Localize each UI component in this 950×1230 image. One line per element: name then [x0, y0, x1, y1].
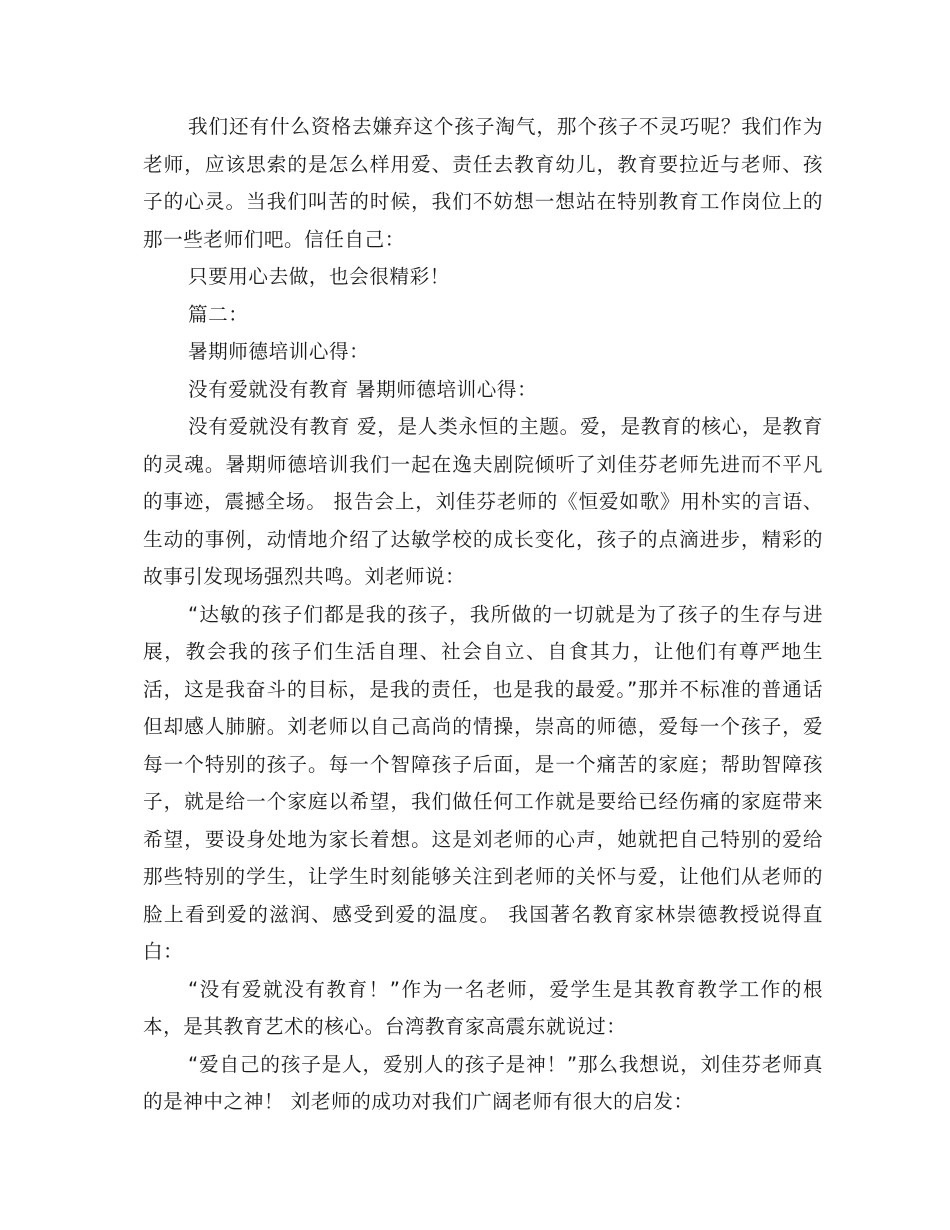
document-body	[143, 108, 823, 1121]
paragraph-1: 我们还有什么资格去嫌弃这个孩子淘气，那个孩子不灵巧呢？我们作为老师，应该思索的是怎么样用爱、责任去教育幼儿，教育要拉近与老师、孩子的心灵。当我们叫苦的时候，我们不妨想一想站在特别教育工作岗位上的那一些老师们吧。信任自己：	[143, 115, 823, 251]
paragraph-9: “爱自己的孩子是人，爱别人的孩子是神！”那么我想说，刘佳芬老师真的是神中之神！ 刘老师的成功对我们广阔老师有很大的启发：	[143, 1052, 823, 1113]
paragraph-3: 篇二：	[188, 302, 249, 326]
paragraph-4: 暑期师德培训心得：	[188, 340, 370, 363]
paragraph-7: “达敏的孩子们都是我的孩子，我所做的一切就是为了孩子的生存与进展，教会我的孩子们生活自理、社会自立、自食其力，让他们有尊严地生活，这是我奋斗的目标，是我的责任，也是我的最爱。”那并不标准的普通话但却感人肺腑。刘老师以自己高尚的情操，崇高的师德，爱每一个孩子，爱每一个特别的孩子。每一个智障孩子后面，是一个痛苦的家庭；帮助智障孩子，就是给一个家庭以希望，我们做任何工作就是要给已经伤痛的家庭带来希望，要设身处地为家长着想。这是刘老师的心声，她就把自己特别的爱给那些特别的学生，让学生时刻能够关注到老师的关怀与爱，让他们从老师的脸上看到爱的滋润、感受到爱的温度。 我国著名教育家林崇德教授说得直白：	[143, 602, 823, 963]
paragraph-5: 没有爱就没有教育 暑期师德培训心得：	[188, 377, 538, 401]
paragraph-6: 没有爱就没有教育 爱，是人类永恒的主题。爱，是教育的核心，是教育的灵魂。暑期师德培训我们一起在逸夫剧院倾听了刘佳芬老师先进而不平凡的事迹，震撼全场。 报告会上，刘佳芬老师的《恒爱如歌》用朴实的言语、生动的事例，动情地介绍了达敏学校的成长变化，孩子的点滴进步，精彩的故事引发现场强烈共鸣。刘老师说：	[143, 415, 823, 588]
paragraph-8: “没有爱就没有教育！”作为一名老师，爱学生是其教育教学工作的根本，是其教育艺术的核心。台湾教育家高震东就说过：	[143, 977, 823, 1038]
paragraph-2: 只要用心去做，也会很精彩！	[188, 265, 450, 288]
